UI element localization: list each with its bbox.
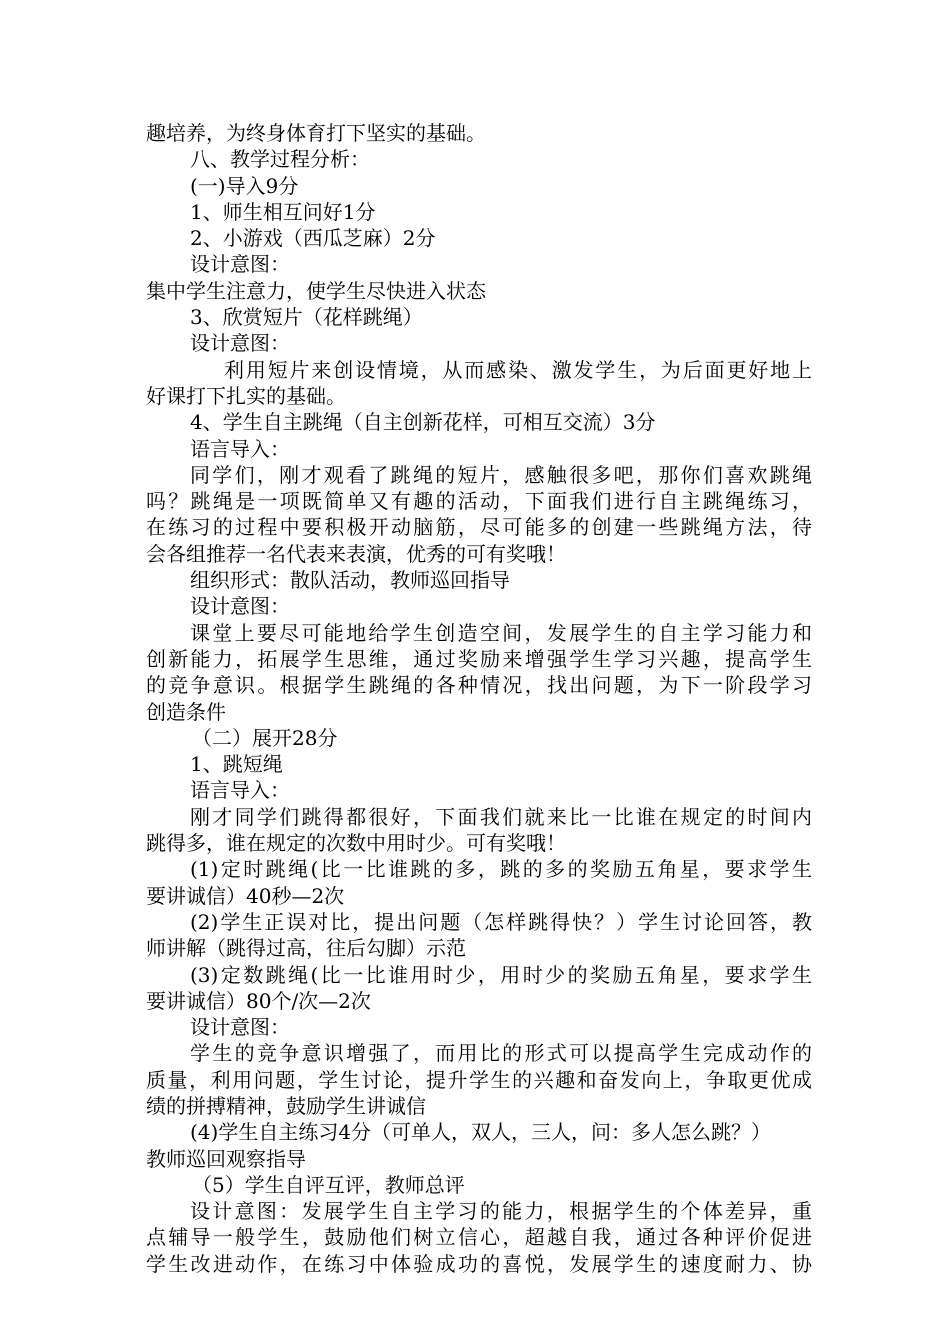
text-line: 学生改进动作，在练习中体验成功的喜悦，发展学生的速度耐力、协 bbox=[146, 1251, 812, 1276]
subsection-heading: (一)导入9分 bbox=[190, 173, 299, 198]
text-line: 4、学生自主跳绳（自主创新花样，可相互交流）3分 bbox=[190, 410, 656, 435]
text-line: 设计意图：发展学生自主学习的能力，根据学生的个体差异，重 bbox=[190, 1199, 812, 1224]
text-line: 点辅导一般学生，鼓励他们树立信心，超越自我，通过各种评价促进 bbox=[146, 1225, 812, 1250]
text-line: 集中学生注意力，使学生尽快进入状态 bbox=[146, 278, 486, 303]
text-line: 利用短片来创设情境，从而感染、激发学生，为后面更好地上 bbox=[224, 357, 812, 382]
text-line: (3)定数跳绳(比一比谁用时少，用时少的奖励五角星，要求学生 bbox=[190, 962, 812, 987]
text-line: 2、小游戏（西瓜芝麻）2分 bbox=[190, 226, 436, 251]
text-line: 设计意图： bbox=[190, 594, 290, 619]
text-line: 学生的竞争意识增强了，而用比的形式可以提高学生完成动作的 bbox=[190, 1041, 812, 1066]
document-page bbox=[146, 120, 812, 1277]
text-line: 语言导入： bbox=[190, 436, 290, 461]
text-line: 师讲解（跳得过高，往后勾脚）示范 bbox=[146, 936, 466, 961]
text-line: 趣培养，为终身体育打下坚实的基础。 bbox=[146, 121, 486, 145]
text-line: 好课打下扎实的基础。 bbox=[146, 383, 346, 408]
text-line: （5）学生自评互评，教师总评 bbox=[192, 1172, 465, 1197]
text-line: 组织形式：散队活动，教师巡回指导 bbox=[190, 568, 510, 593]
text-line: 课堂上要尽可能地给学生创造空间，发展学生的自主学习能力和 bbox=[190, 620, 812, 645]
text-line: 要讲诚信）80个/次—2次 bbox=[146, 988, 371, 1013]
text-line: 设计意图： bbox=[190, 252, 290, 277]
text-line: (1)定时跳绳(比一比谁跳的多，跳的多的奖励五角星，要求学生 bbox=[190, 857, 812, 882]
text-line: 要讲诚信）40秒—2次 bbox=[146, 883, 345, 908]
text-line: 跳得多，谁在规定的次数中用时少。可有奖哦！ bbox=[146, 831, 566, 856]
text-line: (4)学生自主练习4分（可单人，双人，三人，问：多人怎么跳？） bbox=[190, 1120, 772, 1145]
text-line: 同学们，刚才观看了跳绳的短片，感触很多吧，那你们喜欢跳绳 bbox=[190, 462, 812, 487]
text-line: 1、师生相互问好1分 bbox=[190, 199, 376, 224]
text-line: 3、欣赏短片（花样跳绳） bbox=[190, 305, 423, 330]
text-line: 设计意图： bbox=[190, 331, 290, 356]
text-line: 的竞争意识。根据学生跳绳的各种情况，找出问题，为下一阶段学习 bbox=[146, 673, 812, 698]
text-line: 质量，利用问题，学生讨论，提升学生的兴趣和奋发向上，争取更优成 bbox=[146, 1067, 812, 1092]
text-line: 创造条件 bbox=[146, 699, 226, 724]
text-line: 设计意图： bbox=[190, 1015, 290, 1040]
text-line: 会各组推荐一名代表来表演，优秀的可有奖哦！ bbox=[146, 541, 566, 566]
text-line: 1、跳短绳 bbox=[190, 752, 283, 777]
text-line: 在练习的过程中要积极开动脑筋，尽可能多的创建一些跳绳方法，待 bbox=[146, 515, 812, 540]
text-line: 绩的拼搏精神，鼓励学生讲诚信 bbox=[146, 1093, 426, 1118]
text-line: (2)学生正误对比，提出问题（怎样跳得快？）学生讨论回答，教 bbox=[190, 909, 812, 934]
text-line: 语言导入： bbox=[190, 778, 290, 803]
text-line: 刚才同学们跳得都很好，下面我们就来比一比谁在规定的时间内 bbox=[190, 804, 812, 829]
text-line: 教师巡回观察指导 bbox=[146, 1146, 306, 1171]
subsection-heading: （二）展开28分 bbox=[192, 725, 338, 750]
section-heading: 八、教学过程分析： bbox=[190, 147, 370, 172]
text-line: 吗？跳绳是一项既简单又有趣的活动，下面我们进行自主跳绳练习， bbox=[146, 489, 812, 514]
text-line: 创新能力，拓展学生思维，通过奖励来增强学生学习兴趣，提高学生 bbox=[146, 646, 812, 671]
